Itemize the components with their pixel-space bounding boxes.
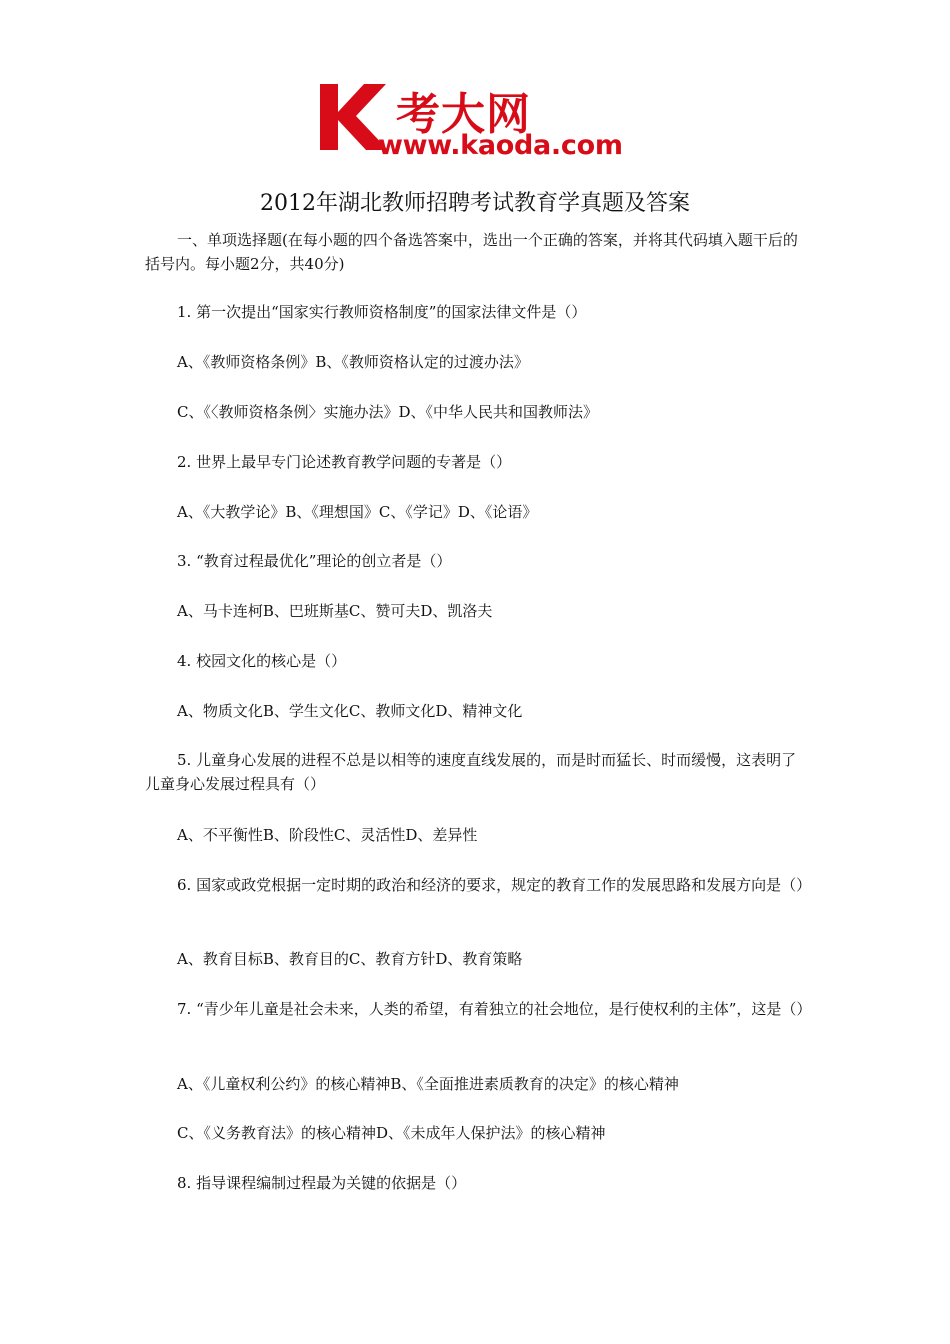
question-4-options: A、物质文化B、学生文化C、教师文化D、精神文化	[177, 702, 523, 720]
question-1-options-cd: C、《〈教师资格条例〉实施办法》D、《中华人民共和国教师法》	[177, 403, 599, 421]
question-2-options: A、《大教学论》B、《理想国》C、《学记》D、《论语》	[177, 503, 538, 521]
section-intro: 一、单项选择题(在每小题的四个备选答案中，选出一个正确的答案，并将其代码填入题干后的括号内。每小题2分，共40分)	[145, 231, 798, 273]
question-5-options: A、不平衡性B、阶段性C、灵活性D、差异性	[177, 826, 478, 844]
question-8: 8. 指导课程编制过程最为关键的依据是（）	[177, 1174, 467, 1192]
question-5: 5. 儿童身心发展的进程不总是以相等的速度直线发展的，而是时而猛长、时而缓慢，这表明了儿童身心发展过程具有（）	[145, 751, 797, 793]
question-6: 6. 国家或政党根据一定时期的政治和经济的要求，规定的教育工作的发展思路和发展方向是（）	[177, 876, 812, 894]
question-4: 4. 校园文化的核心是（）	[177, 652, 347, 670]
question-7: 7. “青少年儿童是社会未来，人类的希望，有着独立的社会地位，是行使权利的主体”，这是（）	[177, 1000, 812, 1018]
logo-url-text: www.kaoda.com	[378, 130, 623, 161]
kaoda-logo[interactable]	[318, 80, 648, 165]
question-1: 1. 第一次提出“国家实行教师资格制度”的国家法律文件是（）	[177, 303, 587, 321]
logo-brand-text: 考大网	[396, 89, 531, 140]
question-1-options-ab: A、《教师资格条例》B、《教师资格认定的过渡办法》	[177, 353, 529, 371]
question-7-options-ab: A、《儿童权利公约》的核心精神B、《全面推进素质教育的决定》的核心精神	[177, 1075, 679, 1093]
question-6-options: A、教育目标B、教育目的C、教育方针D、教育策略	[177, 950, 523, 968]
question-7-options-cd: C、《义务教育法》的核心精神D、《未成年人保护法》的核心精神	[177, 1124, 606, 1142]
question-3: 3. “教育过程最优化”理论的创立者是（）	[177, 552, 452, 570]
document-title: 2012年湖北教师招聘考试教育学真题及答案	[260, 191, 690, 216]
question-2: 2. 世界上最早专门论述教育教学问题的专著是（）	[177, 453, 512, 471]
question-3-options: A、马卡连柯B、巴班斯基C、赞可夫D、凯洛夫	[177, 602, 493, 620]
